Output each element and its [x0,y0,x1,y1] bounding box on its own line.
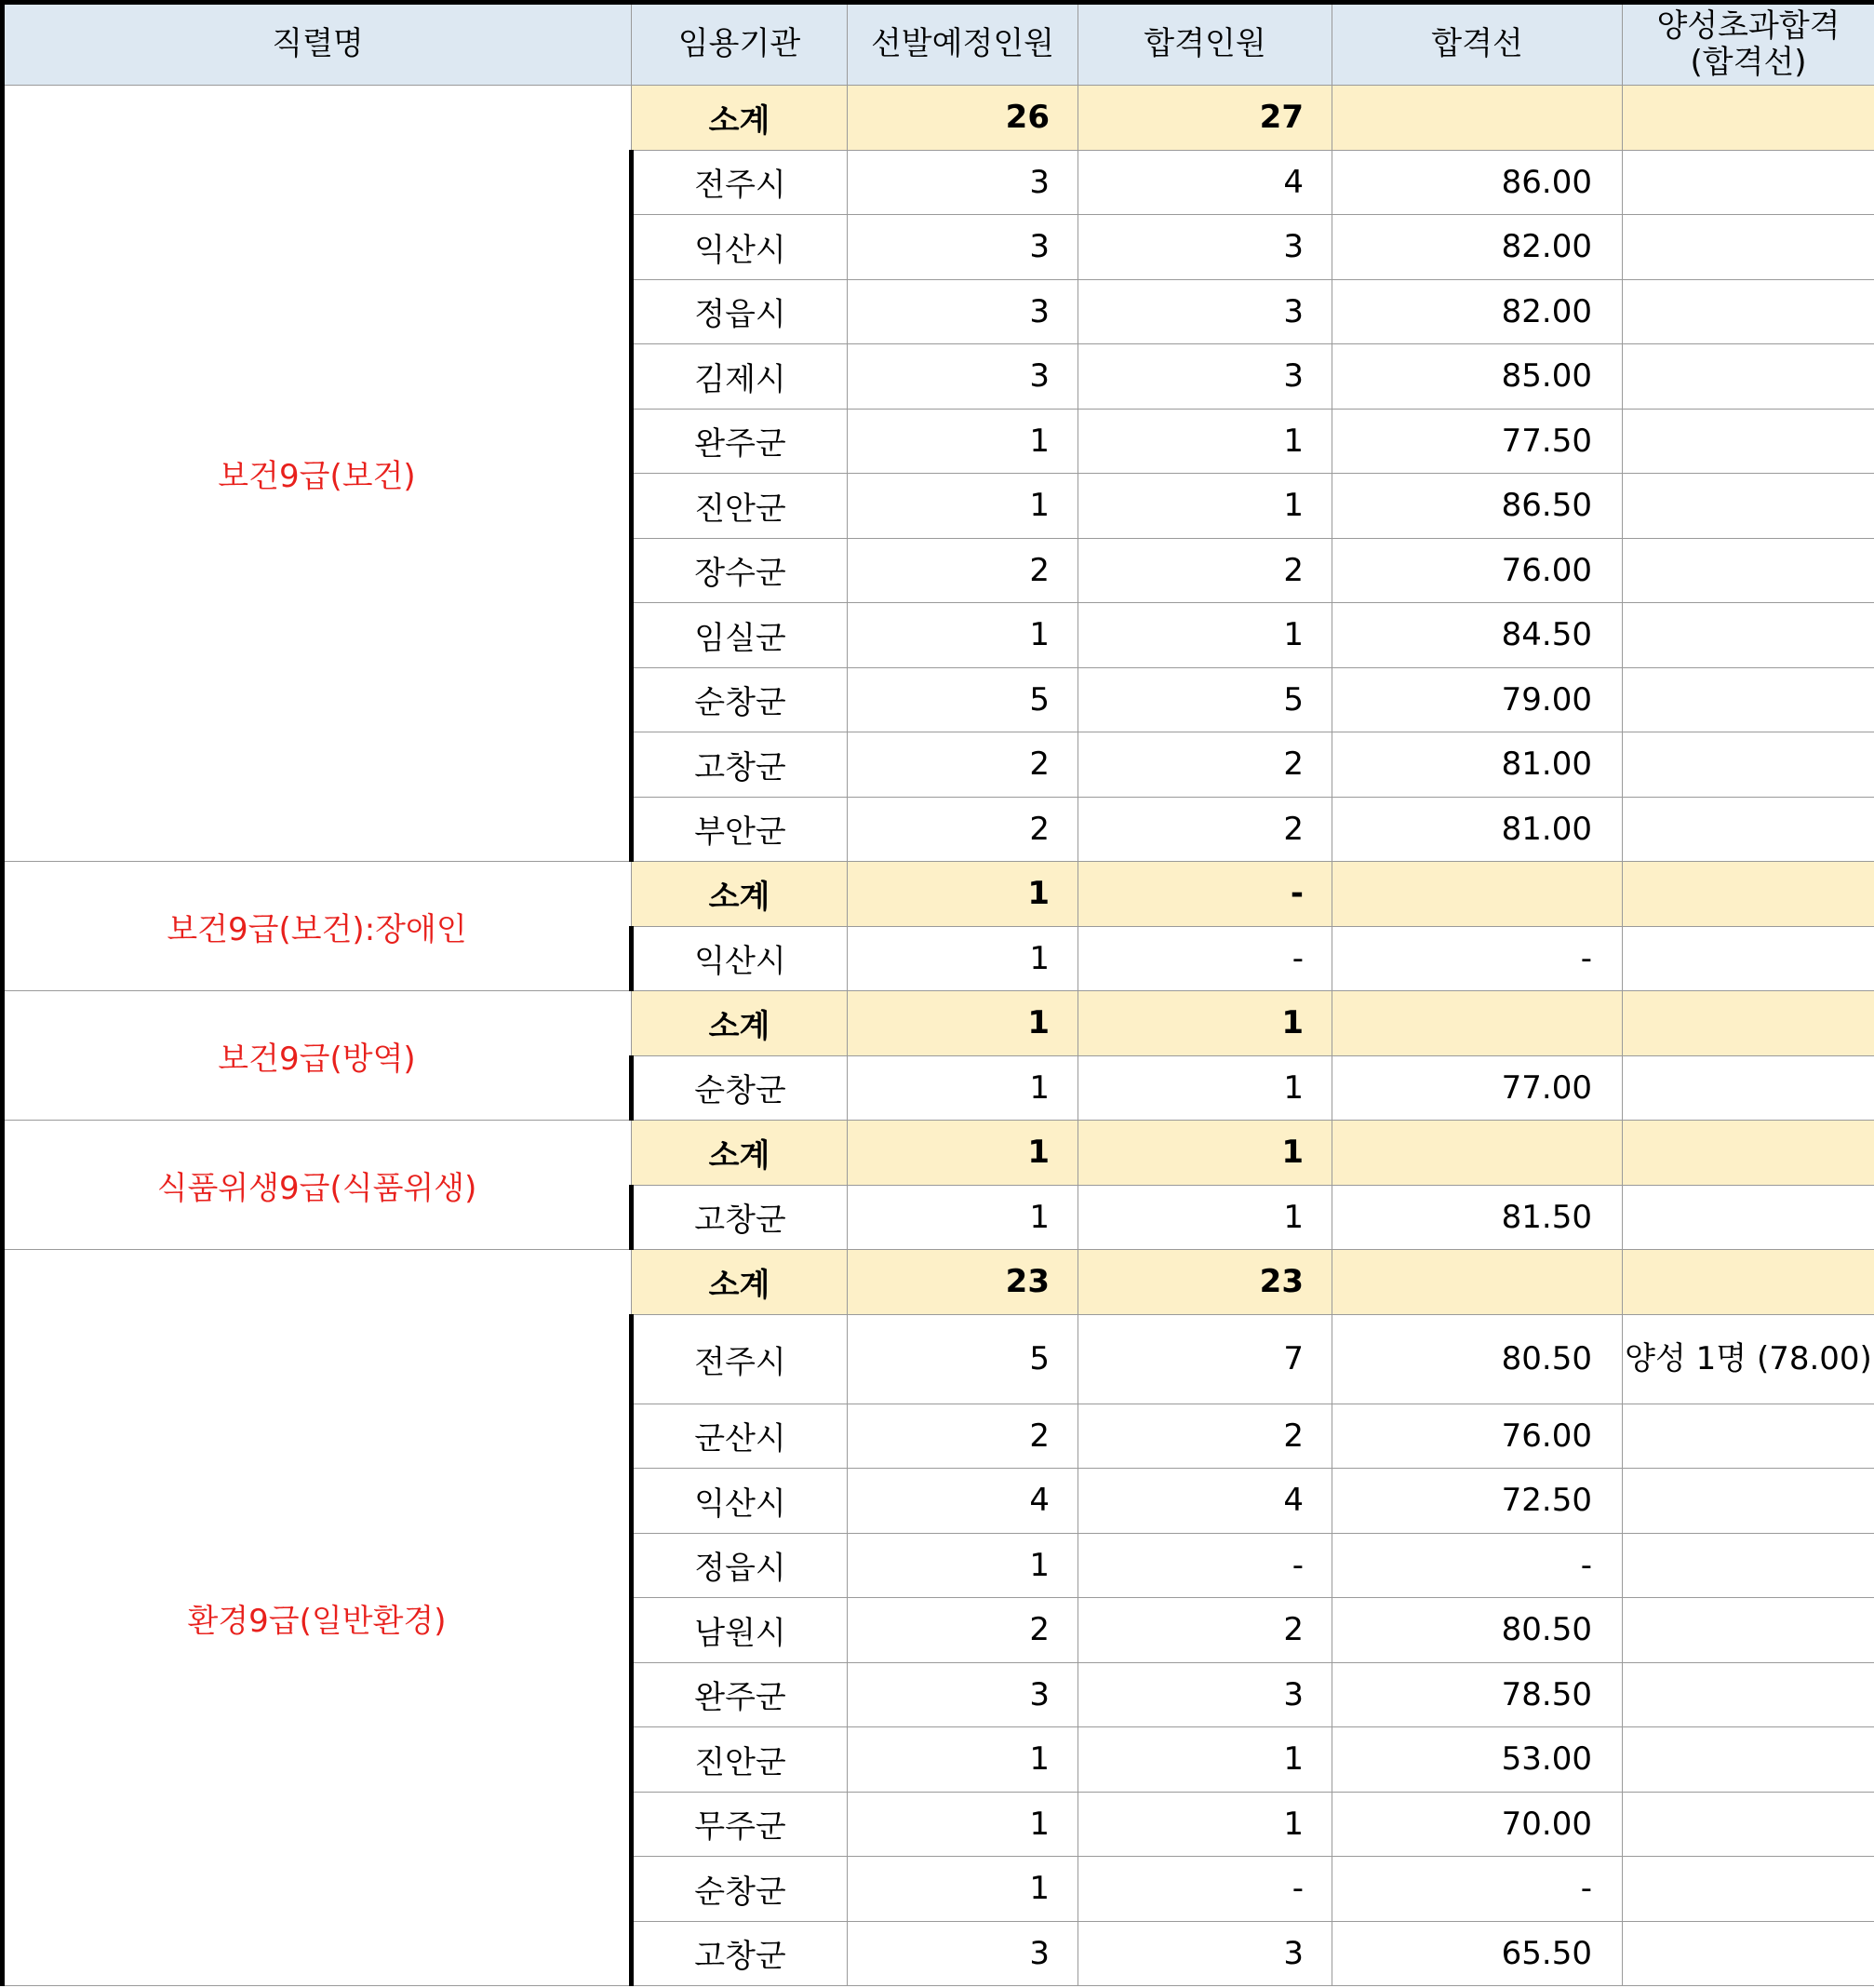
passed-cell: 4 [1078,150,1332,215]
excess-cell [1623,1185,1874,1250]
passed-cell: 3 [1078,215,1332,280]
passed-cell: 7 [1078,1314,1332,1404]
planned-cell: 1 [848,1185,1078,1250]
cutoff-cell: 82.00 [1332,279,1623,344]
subtotal-label: 소계 [632,1250,848,1315]
subtotal-row [3,1121,1874,1186]
passed-cell: 1 [1078,1055,1332,1121]
passed-cell: 4 [1078,1469,1332,1534]
passed-cell: 1 [1078,474,1332,539]
planned-cell: 1 [848,1857,1078,1922]
planned-cell: 1 [848,1055,1078,1121]
cutoff-cell: 76.00 [1332,1404,1623,1469]
cutoff-cell: 76.00 [1332,538,1623,603]
header-excess-line2: (합격선) [1690,44,1807,81]
subtotal-planned: 1 [848,1121,1078,1186]
excess-cell [1623,279,1874,344]
subtotal-row [3,86,1874,151]
subtotal-cutoff [1332,1121,1623,1186]
excess-cell [1623,409,1874,474]
subtotal-planned: 1 [848,862,1078,927]
cutoff-cell: 53.00 [1332,1727,1623,1793]
excess-cell [1623,1598,1874,1663]
cutoff-cell: - [1332,1533,1623,1598]
passed-cell: 1 [1078,603,1332,668]
planned-cell: 2 [848,538,1078,603]
planned-cell: 3 [848,279,1078,344]
agency-cell: 부안군 [632,797,848,862]
agency-cell: 익산시 [632,926,848,991]
agency-cell: 고창군 [632,1921,848,1986]
excess-cell [1623,1921,1874,1986]
planned-cell: 5 [848,667,1078,732]
planned-cell: 1 [848,926,1078,991]
cutoff-cell: 70.00 [1332,1792,1623,1857]
agency-cell: 익산시 [632,215,848,280]
planned-cell: 1 [848,1792,1078,1857]
cutoff-cell: 81.00 [1332,732,1623,798]
excess-cell [1623,474,1874,539]
subtotal-planned: 1 [848,991,1078,1056]
agency-cell: 정읍시 [632,1533,848,1598]
subtotal-passed: 23 [1078,1250,1332,1315]
passed-cell: 5 [1078,667,1332,732]
excess-cell [1623,150,1874,215]
subtotal-row [3,1250,1874,1315]
subtotal-excess [1623,86,1874,151]
subtotal-cutoff [1332,862,1623,927]
passed-cell: 2 [1078,797,1332,862]
passed-cell: - [1078,926,1332,991]
header-planned: 선발예정인원 [848,3,1078,86]
planned-cell: 1 [848,474,1078,539]
passed-cell: 2 [1078,732,1332,798]
excess-cell [1623,344,1874,410]
planned-cell: 1 [848,409,1078,474]
subtotal-cutoff [1332,991,1623,1056]
position-name: 식품위생9급(식품위생) [3,1121,632,1250]
cutoff-cell: 80.50 [1332,1314,1623,1404]
passed-cell: 1 [1078,409,1332,474]
excess-cell [1623,1662,1874,1727]
planned-cell: 2 [848,797,1078,862]
cutoff-cell: 81.50 [1332,1185,1623,1250]
agency-cell: 무주군 [632,1792,848,1857]
agency-cell: 김제시 [632,344,848,410]
cutoff-cell: 85.00 [1332,344,1623,410]
cutoff-cell: 77.00 [1332,1055,1623,1121]
position-name: 보건9급(보건) [3,86,632,862]
planned-cell: 2 [848,1404,1078,1469]
passed-cell: 3 [1078,1921,1332,1986]
subtotal-excess [1623,1121,1874,1186]
planned-cell: 3 [848,1662,1078,1727]
agency-cell: 고창군 [632,1185,848,1250]
subtotal-excess [1623,862,1874,927]
subtotal-label: 소계 [632,86,848,151]
subtotal-planned: 23 [848,1250,1078,1315]
cutoff-cell: - [1332,1857,1623,1922]
passed-cell: - [1078,1533,1332,1598]
planned-cell: 1 [848,603,1078,668]
header-position: 직렬명 [3,3,632,86]
planned-cell: 2 [848,1598,1078,1663]
subtotal-cutoff [1332,1250,1623,1315]
cutoff-cell: 80.50 [1332,1598,1623,1663]
passed-cell: 2 [1078,1404,1332,1469]
planned-cell: 3 [848,150,1078,215]
subtotal-passed: 27 [1078,86,1332,151]
passed-cell: 2 [1078,538,1332,603]
subtotal-passed: - [1078,862,1332,927]
cutoff-cell: 78.50 [1332,1662,1623,1727]
excess-cell [1623,667,1874,732]
agency-cell: 정읍시 [632,279,848,344]
subtotal-passed: 1 [1078,1121,1332,1186]
passed-cell: 2 [1078,1598,1332,1663]
cutoff-cell: 72.50 [1332,1469,1623,1534]
header-agency: 임용기관 [632,3,848,86]
subtotal-cutoff [1332,86,1623,151]
cutoff-cell: 86.50 [1332,474,1623,539]
agency-cell: 남원시 [632,1598,848,1663]
header-excess-line1: 양성초과합격 [1656,7,1841,45]
position-name: 환경9급(일반환경) [3,1250,632,1986]
excess-cell [1623,603,1874,668]
agency-cell: 완주군 [632,409,848,474]
planned-cell: 3 [848,344,1078,410]
excess-cell [1623,1404,1874,1469]
header-passed: 합격인원 [1078,3,1332,86]
cutoff-cell: - [1332,926,1623,991]
agency-cell: 진안군 [632,474,848,539]
excess-cell [1623,1727,1874,1793]
agency-cell: 군산시 [632,1404,848,1469]
planned-cell: 1 [848,1727,1078,1793]
excess-cell [1623,1792,1874,1857]
cutoff-cell: 84.50 [1332,603,1623,668]
subtotal-planned: 26 [848,86,1078,151]
cutoff-cell: 81.00 [1332,797,1623,862]
subtotal-passed: 1 [1078,991,1332,1056]
agency-cell: 순창군 [632,1055,848,1121]
excess-cell [1623,1533,1874,1598]
excess-cell [1623,215,1874,280]
excess-cell [1623,1857,1874,1922]
header-row [3,3,1874,86]
passed-cell: 1 [1078,1792,1332,1857]
position-name: 보건9급(보건):장애인 [3,862,632,991]
agency-cell: 진안군 [632,1727,848,1793]
subtotal-row [3,862,1874,927]
agency-cell: 순창군 [632,667,848,732]
excess-cell [1623,1055,1874,1121]
agency-cell: 완주군 [632,1662,848,1727]
passed-cell: 3 [1078,344,1332,410]
agency-cell: 임실군 [632,603,848,668]
agency-cell: 전주시 [632,150,848,215]
planned-cell: 3 [848,215,1078,280]
passed-cell: 1 [1078,1727,1332,1793]
header-excess [1623,3,1874,86]
cutoff-cell: 65.50 [1332,1921,1623,1986]
position-name: 보건9급(방역) [3,991,632,1121]
planned-cell: 1 [848,1533,1078,1598]
planned-cell: 3 [848,1921,1078,1986]
cutoff-cell: 86.00 [1332,150,1623,215]
planned-cell: 2 [848,732,1078,798]
subtotal-excess [1623,991,1874,1056]
cutoff-cell: 82.00 [1332,215,1623,280]
excess-cell [1623,1469,1874,1534]
passed-cell: 1 [1078,1185,1332,1250]
agency-cell: 익산시 [632,1469,848,1534]
subtotal-label: 소계 [632,862,848,927]
passed-cell: - [1078,1857,1332,1922]
agency-cell: 순창군 [632,1857,848,1922]
passed-cell: 3 [1078,279,1332,344]
subtotal-label: 소계 [632,991,848,1056]
excess-cell [1623,926,1874,991]
planned-cell: 4 [848,1469,1078,1534]
agency-cell: 전주시 [632,1314,848,1404]
excess-cell [1623,797,1874,862]
header-cutoff: 합격선 [1332,3,1623,86]
cutoff-cell: 77.50 [1332,409,1623,474]
planned-cell: 5 [848,1314,1078,1404]
table-body [3,86,1874,1986]
subtotal-excess [1623,1250,1874,1315]
passed-cell: 3 [1078,1662,1332,1727]
cutoff-cell: 79.00 [1332,667,1623,732]
excess-cell [1623,732,1874,798]
subtotal-label: 소계 [632,1121,848,1186]
subtotal-row [3,991,1874,1056]
agency-cell: 장수군 [632,538,848,603]
excess-cell: 양성 1명 (78.00) [1623,1314,1874,1404]
agency-cell: 고창군 [632,732,848,798]
excess-cell [1623,538,1874,603]
